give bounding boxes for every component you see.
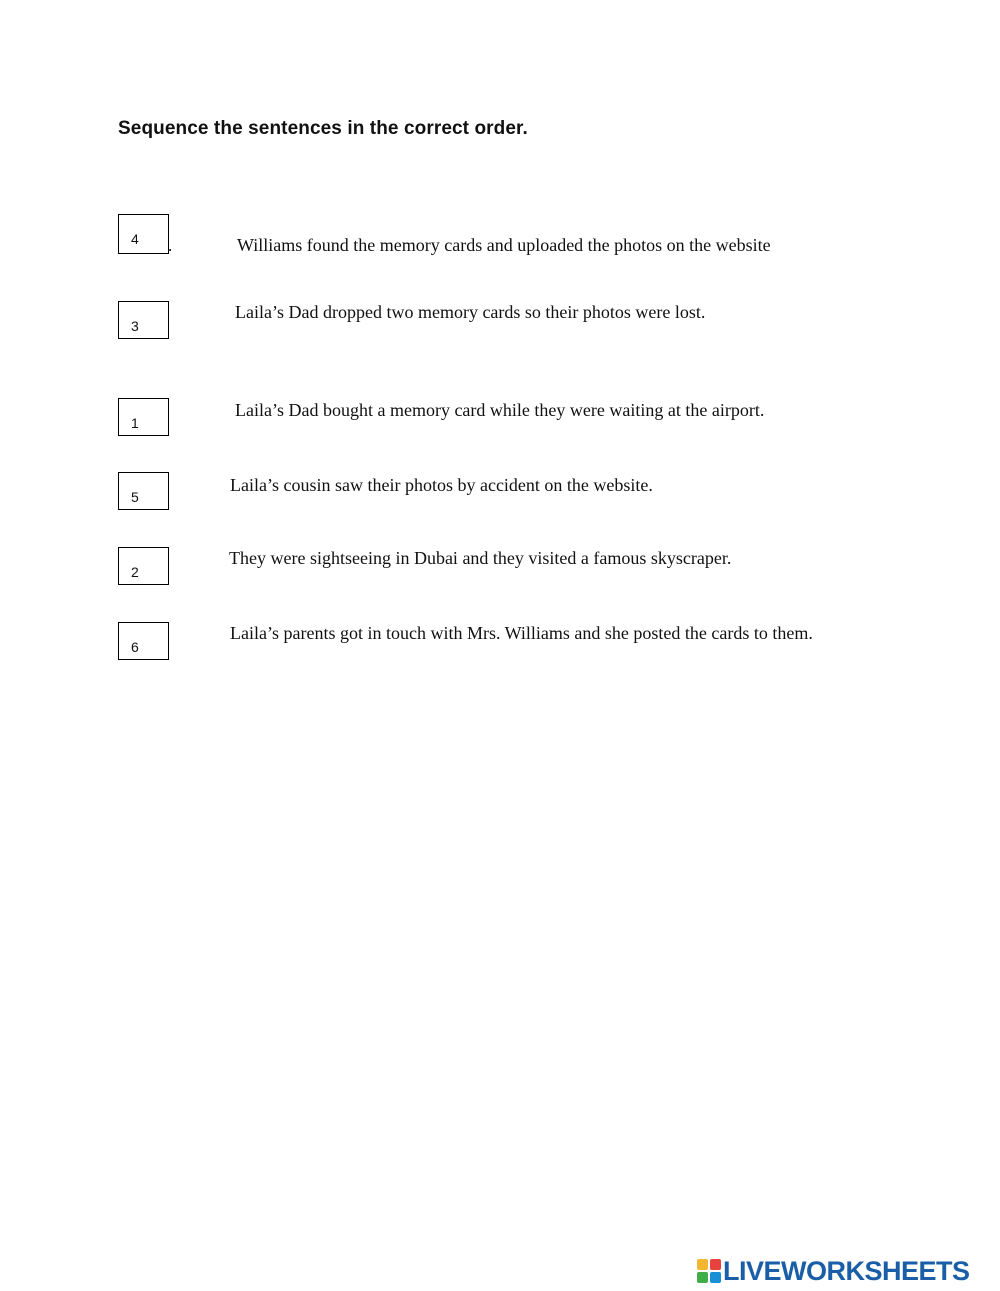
sentence-1: Williams found the memory cards and uploaded the photos on the website: [237, 235, 771, 255]
logo-square-2: [710, 1259, 721, 1270]
answer-box-2[interactable]: [118, 301, 169, 339]
page-title: Sequence the sentences in the correct order.: [118, 118, 528, 139]
answer-box-3[interactable]: [118, 398, 169, 436]
logo-square-1: [697, 1259, 708, 1270]
logo-square-4: [710, 1272, 721, 1283]
brand-name: LIVEWORKSHEETS: [723, 1255, 970, 1286]
logo-square-3: [697, 1272, 708, 1283]
sentence-3: Laila’s Dad bought a memory card while they were waiting at the airport.: [235, 400, 765, 420]
sentence-2: Laila’s Dad dropped two memory cards so their photos were lost.: [235, 302, 706, 322]
answer-box-1[interactable]: [118, 214, 169, 254]
sentence-6: Laila’s parents got in touch with Mrs. Williams and she posted the cards to them.: [230, 623, 813, 643]
answer-box-5[interactable]: [118, 547, 169, 585]
answer-box-4[interactable]: [118, 472, 169, 510]
answer-box-6[interactable]: [118, 622, 169, 660]
liveworksheets-brand: [697, 1256, 970, 1286]
sentence-5: They were sightseeing in Dubai and they visited a famous skyscraper.: [229, 548, 732, 568]
liveworksheets-logo-icon: [697, 1259, 721, 1283]
sentence-4: Laila’s cousin saw their photos by accident on the website.: [230, 475, 653, 495]
stray-mark: .: [168, 236, 173, 255]
